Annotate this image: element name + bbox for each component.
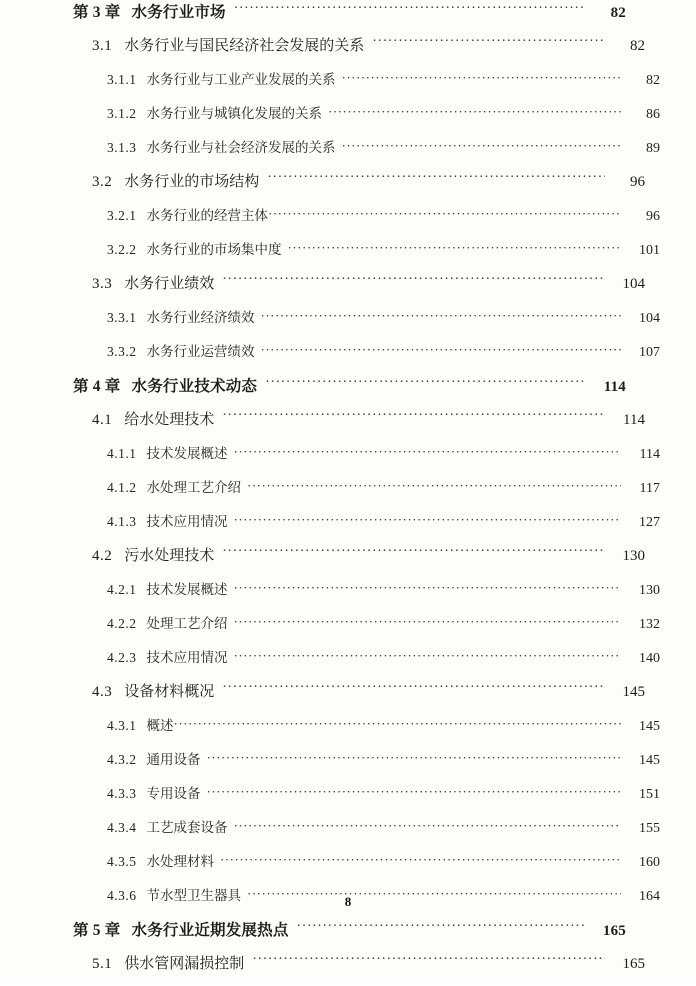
toc-entry-number: 4.3.6 (107, 888, 137, 903)
toc-entry-title: 工艺成套设备 (146, 820, 228, 835)
toc-dot-leader (247, 479, 621, 493)
toc-entry-title: 技术发展概述 (146, 582, 228, 597)
toc-dot-leader (252, 953, 605, 968)
toc-dot-leader (222, 273, 605, 288)
toc-entry-title: 设备材料概况 (124, 684, 215, 700)
toc-entry-title: 水务行业运营绩效 (146, 344, 255, 359)
toc-entry[interactable] (0, 510, 660, 544)
toc-entry-page-number: 104 (622, 276, 645, 292)
toc-entry-title: 节水型卫生器具 (146, 888, 241, 903)
toc-dot-leader (222, 409, 605, 424)
toc-entry[interactable] (0, 238, 660, 272)
toc-entry[interactable] (0, 374, 626, 408)
toc-entry-title: 水务行业经济绩效 (146, 310, 255, 325)
toc-entry-number: 4.1.1 (107, 446, 137, 461)
toc-entry-page-number: 114 (603, 379, 626, 395)
toc-entry-title: 水务行业近期发展热点 (131, 922, 289, 939)
toc-entry-page-number: 130 (639, 583, 660, 598)
toc-entry-title: 水务行业的市场集中度 (146, 242, 282, 257)
toc-entry-number: 3.2.2 (107, 242, 137, 257)
toc-entry-title: 处理工艺介绍 (146, 616, 228, 631)
toc-dot-leader (234, 445, 622, 459)
toc-entry-page-number: 160 (639, 855, 660, 870)
toc-entry-page-number: 101 (639, 243, 660, 258)
toc-entry-page-number: 151 (639, 787, 660, 802)
toc-entry[interactable] (0, 272, 645, 306)
toc-entry[interactable] (0, 170, 645, 204)
toc-entry-number: 4.2.1 (107, 582, 137, 597)
toc-entry-number: 3.1.3 (107, 140, 137, 155)
toc-entry-number: 4.2 (92, 548, 113, 564)
toc-dot-leader (328, 105, 621, 119)
toc-entry[interactable] (0, 408, 645, 442)
toc-entry[interactable] (0, 306, 660, 340)
toc-entry[interactable] (0, 204, 660, 238)
toc-entry[interactable] (0, 544, 645, 578)
toc-entry-number: 第 4 章 (73, 378, 121, 395)
toc-entry[interactable] (0, 816, 660, 850)
toc-entry[interactable] (0, 918, 626, 952)
toc-dot-leader (261, 309, 622, 323)
toc-entry-title: 水务行业的经营主体 (146, 208, 268, 223)
toc-entry[interactable] (0, 952, 645, 986)
toc-dot-leader (220, 853, 621, 867)
toc-entry-title: 给水处理技术 (124, 412, 215, 428)
toc-entry-title: 水务行业的市场结构 (124, 174, 260, 190)
toc-entry-page-number: 165 (622, 956, 645, 972)
toc-entry-page-number: 145 (622, 684, 645, 700)
toc-entry[interactable] (0, 782, 660, 816)
toc-entry-title: 污水处理技术 (124, 548, 215, 564)
toc-entry-page-number: 145 (639, 753, 660, 768)
toc-entry-title: 通用设备 (146, 752, 201, 767)
toc-entry[interactable] (0, 102, 660, 136)
toc-dot-leader (222, 545, 605, 560)
toc-entry-page-number: 164 (639, 889, 660, 904)
toc-entry[interactable] (0, 714, 660, 748)
toc-entry-title: 概述 (146, 718, 174, 733)
toc-entry-number: 3.3.2 (107, 344, 137, 359)
toc-dot-leader (234, 513, 622, 527)
toc-dot-leader (174, 717, 622, 731)
toc-entry[interactable] (0, 442, 660, 476)
toc-entry-page-number: 104 (639, 311, 660, 326)
toc-dot-leader (297, 920, 586, 936)
toc-entry-number: 4.3.1 (107, 718, 137, 733)
toc-dot-leader (261, 343, 622, 357)
toc-dot-leader (234, 581, 622, 595)
toc-entry-page-number: 130 (622, 548, 645, 564)
toc-entry-page-number: 114 (639, 447, 660, 462)
toc-entry-title: 水务行业技术动态 (131, 378, 258, 395)
toc-entry-title: 水务行业与社会经济发展的关系 (146, 140, 336, 155)
toc-entry-page-number: 132 (639, 617, 660, 632)
toc-dot-leader (342, 71, 622, 85)
toc-entry-page-number: 145 (639, 719, 660, 734)
toc-entry[interactable] (0, 680, 645, 714)
toc-dot-leader (265, 376, 586, 392)
toc-entry-number: 3.2.1 (107, 208, 137, 223)
toc-entry-number: 4.2.2 (107, 616, 137, 631)
page-number-folio: 8 (344, 894, 352, 909)
toc-entry-title: 水务行业绩效 (124, 276, 215, 292)
toc-entry-page-number: 155 (639, 821, 660, 836)
toc-entry[interactable] (0, 646, 660, 680)
toc-entry-title: 水处理材料 (146, 854, 214, 869)
toc-dot-leader (234, 2, 586, 18)
toc-entry-title: 技术应用情况 (146, 650, 228, 665)
toc-entry-page-number: 96 (630, 174, 645, 190)
toc-entry-number: 4.1.3 (107, 514, 137, 529)
toc-entry-number: 3.1 (92, 38, 113, 54)
toc-dot-leader (234, 615, 622, 629)
toc-entry-page-number: 117 (639, 481, 660, 496)
toc-entry[interactable] (0, 34, 645, 68)
toc-entry-page-number: 114 (623, 412, 645, 428)
toc-dot-leader (288, 241, 622, 255)
toc-entry-number: 4.3.3 (107, 786, 137, 801)
toc-entry-number: 3.1.2 (107, 106, 137, 121)
toc-entry-number: 4.1 (92, 412, 113, 428)
toc-entry-number: 3.3.1 (107, 310, 137, 325)
toc-entry-number: 3.1.1 (107, 72, 137, 87)
toc-entry-number: 3.3 (92, 276, 113, 292)
toc-entry-title: 技术发展概述 (146, 446, 228, 461)
toc-entry-page-number: 165 (602, 923, 626, 939)
toc-entry-title: 水务行业与工业产业发展的关系 (146, 72, 336, 87)
toc-entry-page-number: 96 (646, 209, 660, 224)
toc-entry-number: 第 3 章 (73, 4, 121, 21)
toc-entry-title: 水务行业市场 (131, 4, 226, 21)
toc-entry[interactable] (0, 68, 660, 102)
toc-entry-title: 水处理工艺介绍 (146, 480, 241, 495)
toc-dot-leader (207, 751, 622, 765)
toc-entry-page-number: 140 (639, 651, 660, 666)
toc-entry-number: 第 5 章 (73, 922, 121, 939)
toc-dot-leader (372, 35, 605, 50)
toc-entry-page-number: 86 (646, 107, 660, 122)
toc-dot-leader (234, 649, 622, 663)
toc-entry-number: 5.1 (92, 956, 113, 972)
toc-dot-leader (267, 171, 605, 186)
toc-entry-page-number: 127 (639, 515, 660, 530)
toc-entry-number: 4.3.2 (107, 752, 137, 767)
toc-entry-page-number: 89 (646, 141, 660, 156)
toc-entry-number: 4.3.5 (107, 854, 137, 869)
toc-entry[interactable] (0, 340, 660, 374)
toc-dot-leader (222, 681, 605, 696)
toc-entry[interactable] (0, 748, 660, 782)
toc-entry[interactable] (0, 136, 660, 170)
toc-entry[interactable] (0, 0, 626, 34)
toc-entry[interactable] (0, 612, 660, 646)
toc-entry-title: 水务行业与国民经济社会发展的关系 (124, 38, 365, 54)
toc-entry[interactable] (0, 850, 660, 884)
toc-entry-number: 4.3.4 (107, 820, 137, 835)
toc-entry-title: 水务行业与城镇化发展的关系 (146, 106, 322, 121)
toc-dot-leader (342, 139, 622, 153)
toc-entry-page-number: 107 (639, 345, 660, 360)
toc-dot-leader (234, 819, 622, 833)
toc-dot-leader (268, 207, 621, 221)
toc-entry-page-number: 82 (610, 5, 626, 21)
toc-entry-number: 4.3 (92, 684, 113, 700)
toc-entry-number: 4.1.2 (107, 480, 137, 495)
toc-entry-number: 3.2 (92, 174, 113, 190)
toc-entry[interactable] (0, 578, 660, 612)
toc-dot-leader (207, 785, 622, 799)
toc-entry-page-number: 82 (646, 73, 660, 88)
toc-entry-title: 供水管网漏损控制 (124, 956, 245, 972)
toc-entry-title: 专用设备 (146, 786, 201, 801)
toc-entry[interactable] (0, 476, 660, 510)
toc-entry-number: 4.2.3 (107, 650, 137, 665)
toc-entry-page-number: 82 (630, 38, 645, 54)
toc-entry-title: 技术应用情况 (146, 514, 228, 529)
